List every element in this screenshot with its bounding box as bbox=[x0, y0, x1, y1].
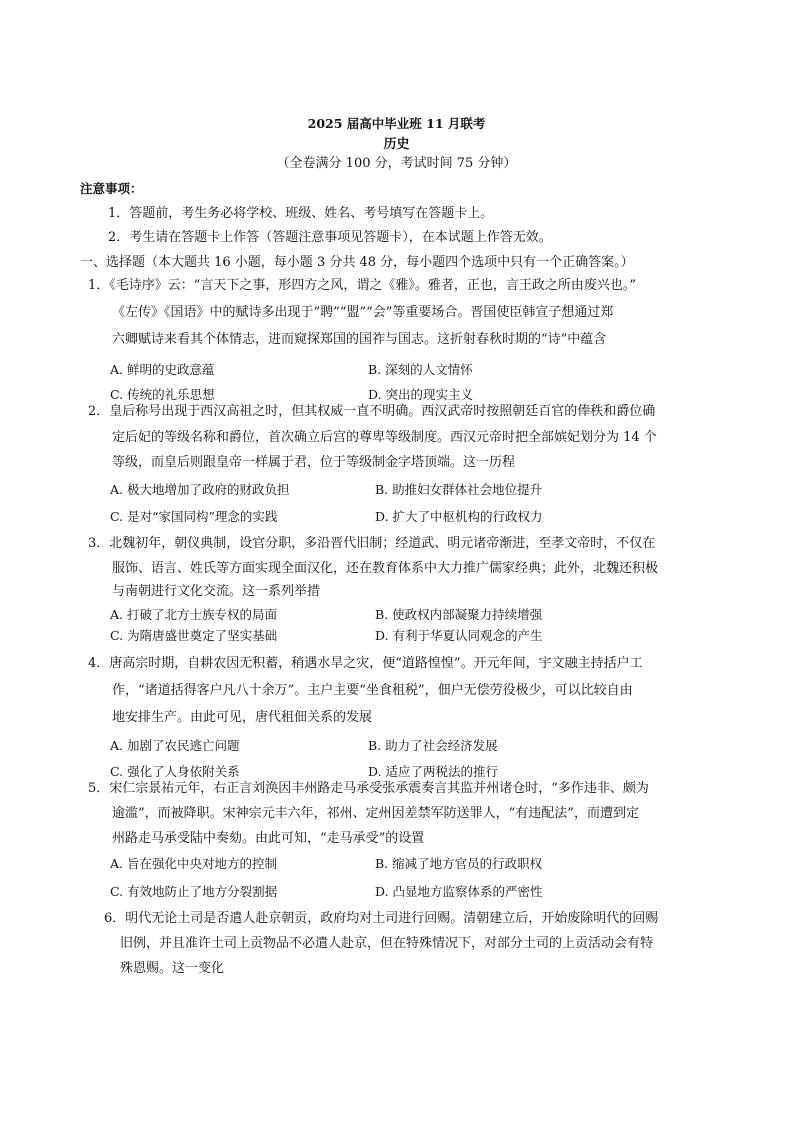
option-c: C. 为隋唐盛世奠定了坚实基础 bbox=[110, 628, 278, 643]
question-stem-line: 《左传》《国语》中的赋诗多出现于“聘”“盟”“会”等重要场合。晋国使臣韩宣子想通过郑 bbox=[112, 305, 614, 320]
option-b: B. 缩减了地方官员的行政职权 bbox=[375, 856, 543, 871]
question-stem-line: 4．唐高宗时期，自耕农因无积蓄，稍遇水旱之灾，便“道路惶惶”。开元年间，宇文融主持括户工 bbox=[88, 656, 643, 671]
question-stem-line: 等级，而皇后则跟皇帝一样属于君，位于等级制金字塔顶端。这一历程 bbox=[112, 455, 516, 470]
question-stem-line: 六卿赋诗来看其个体情志，进而窥探郑国的国祚与国志。这折射春秋时期的“诗”中蕴含 bbox=[112, 332, 607, 347]
option-c: C. 有效地防止了地方分裂割据 bbox=[110, 884, 278, 899]
exam-subtitle: （全卷满分 100 分，考试时间 75 分钟） bbox=[276, 156, 517, 171]
option-d: D. 扩大了中枢机构的行政权力 bbox=[375, 509, 543, 524]
question-stem-line: 逾滥”，而被降职。宋神宗元丰六年，祁州、定州因差禁军防送罪人，“有违配法”，而遭到定 bbox=[112, 806, 639, 821]
option-a: A. 加剧了农民逃亡问题 bbox=[110, 738, 240, 753]
question-stem-line: 殊恩赐。这一变化 bbox=[120, 961, 225, 976]
option-d: D. 突出的现实主义 bbox=[368, 387, 474, 402]
question-stem-line: 与南朝进行文化交流。这一系列举措 bbox=[112, 584, 321, 599]
notice-item: 2．考生请在答题卡上作答（答题注意事项见答题卡），在本试题上作答无效。 bbox=[108, 230, 552, 245]
question-stem-line: 地安排生产。由此可见，唐代租佃关系的发展 bbox=[112, 710, 373, 725]
option-d: D. 适应了两税法的推行 bbox=[368, 764, 499, 779]
option-d: D. 有利于华夏认同观念的产生 bbox=[375, 628, 543, 643]
option-c: C. 强化了人身依附关系 bbox=[110, 764, 240, 779]
notice-item: 1．答题前，考生务必将学校、班级、姓名、考号填写在答题卡上。 bbox=[108, 206, 494, 221]
question-stem-line: 3．北魏初年，朝仪典制，设官分职，多沿晋代旧制；经道武、明元诸帝渐进，至孝文帝时，不仅在 bbox=[88, 536, 656, 551]
question-stem-line: 旧例，并且准许土司上贡物品不必遣人赴京，但在特殊情况下，对部分土司的上贡活动会有特 bbox=[120, 936, 654, 951]
question-stem-line: 定后妃的等级名称和爵位，首次确立后宫的尊卑等级制度。西汉元帝时把全部嫔妃划分为 14 个 bbox=[112, 430, 657, 445]
option-a: A. 鲜明的史政意蕴 bbox=[110, 362, 215, 377]
option-a: A. 极大地增加了政府的财政负担 bbox=[110, 482, 290, 497]
question-stem-line: 2．皇后称号出现于西汉高祖之时，但其权威一直不明确。西汉武帝时按照朝廷百官的俸秩和爵位确 bbox=[88, 404, 656, 419]
option-b: B. 助力了社会经济发展 bbox=[368, 738, 498, 753]
option-b: B. 深刻的人文情怀 bbox=[368, 362, 473, 377]
question-stem-line: 6．明代无论土司是否遣人赴京朝贡，政府均对土司进行回赐。清朝建立后，开始废除明代的回赐 bbox=[104, 911, 659, 926]
option-a: A. 打破了北方士族专权的局面 bbox=[110, 607, 277, 622]
option-c: C. 是对“家国同构”理念的实践 bbox=[110, 509, 278, 524]
option-a: A. 旨在强化中央对地方的控制 bbox=[110, 856, 277, 871]
option-d: D. 凸显地方监察体系的严密性 bbox=[375, 884, 543, 899]
notice-heading: 注意事项： bbox=[80, 181, 143, 196]
question-stem-line: 1．《毛诗序》云：“言天下之事，形四方之风，谓之《雅》。雅者，正也，言王政之所由废兴也。” bbox=[88, 278, 637, 293]
question-stem-line: 州路走马承受陆中奏劾。由此可知，“走马承受”的设置 bbox=[112, 831, 425, 846]
exam-title: 2025 届高中毕业班 11 月联考 bbox=[307, 116, 486, 131]
subject-title: 历史 bbox=[383, 137, 410, 152]
question-stem-line: 作，“诸道括得客户凡八十余万”。主户主要“坐食租税”，佃户无偿劳役极少，可以比较自由 bbox=[112, 683, 633, 698]
question-stem-line: 5．宋仁宗景祐元年，右正言刘涣因丰州路走马承受张承震奏言其监并州诸仓时，“多作违非、颇为 bbox=[88, 781, 649, 796]
option-b: B. 助推妇女群体社会地位提升 bbox=[375, 482, 543, 497]
question-stem-line: 服饰、语言、姓氏等方面实现全面汉化，还在教育体系中大力推广儒家经典；此外，北魏还积极 bbox=[112, 561, 659, 576]
option-b: B. 使政权内部凝聚力持续增强 bbox=[375, 607, 543, 622]
option-c: C. 传统的礼乐思想 bbox=[110, 387, 215, 402]
section-heading: 一、选择题（本大题共 16 小题，每小题 3 分共 48 分，每小题四个选项中只有一个正确答案。） bbox=[80, 255, 634, 270]
